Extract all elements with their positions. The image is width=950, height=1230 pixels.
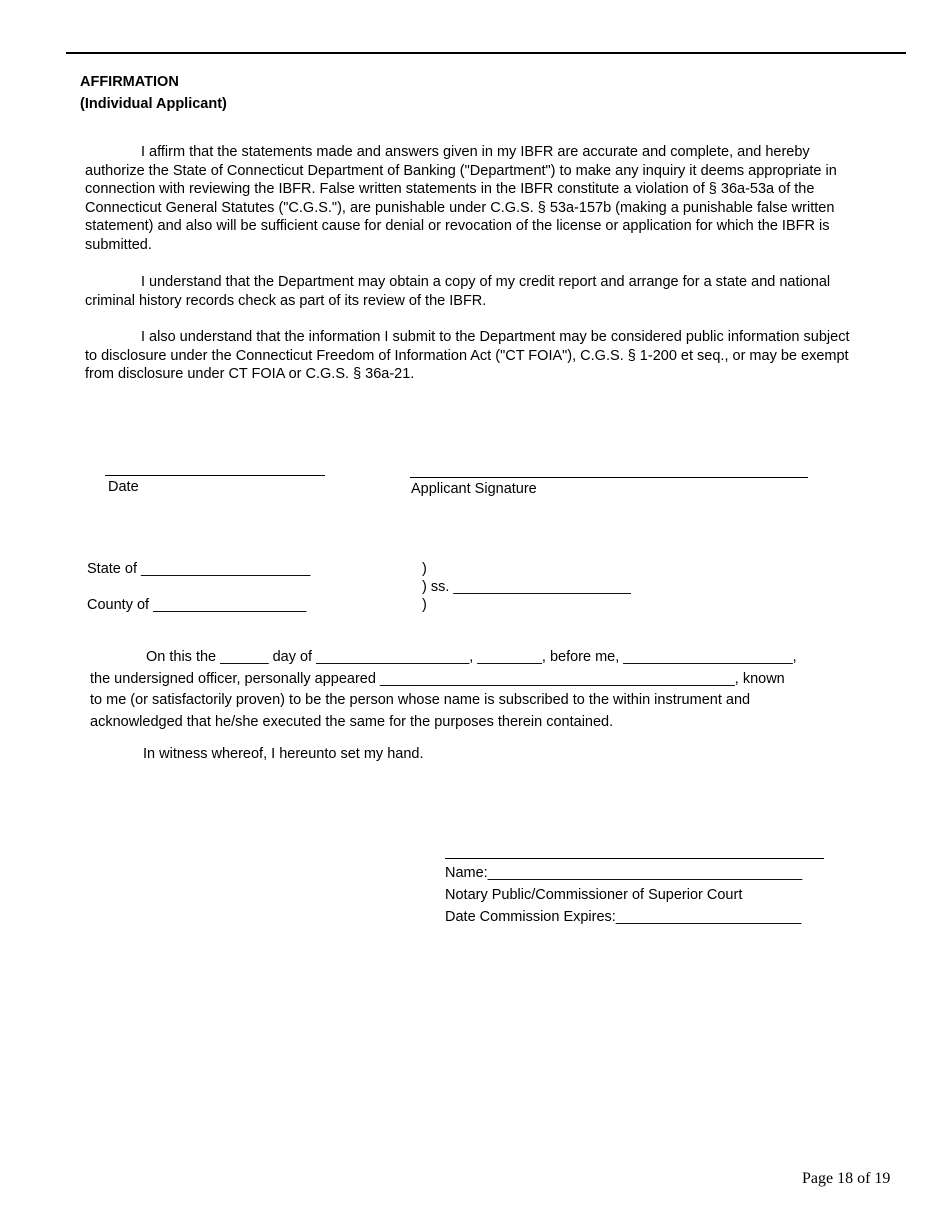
notary-title: Notary Public/Commissioner of Superior Court: [445, 887, 743, 903]
foia-paragraph: I also understand that the information I submit to the Department may be considered public information subject to disclosure under the Connecticut Freedom of Information Act ("CT FOIA"), C.G.S. § 1-200 et seq., or may be exempt from disclosure under CT FOIA or C.G.S. § 36a-21.: [85, 329, 850, 383]
commission-expires-field[interactable]: Date Commission Expires:_______________________: [445, 909, 802, 925]
applicant-signature-line[interactable]: [410, 477, 808, 478]
affirmation-paragraph: I affirm that the statements made and answers given in my IBFR are accurate and complete, and hereby authorize the State of Connecticut Department of Banking ("Department") to make any inquiry it deems appropriate in connection with reviewing the IBFR. False written statements in the IBFR constitute a violation of § 36a-53a of the Connecticut General Statutes ("C.G.S."), are punishable under C.G.S. § 53a-157b (making a punishable false written statement) and also will be sufficient cause for denial or revocation of the license or application for which the IBFR is submitted.: [85, 144, 837, 253]
venue-paren-bottom: ): [422, 597, 427, 613]
page-number: Page 18 of 19: [802, 1170, 891, 1187]
witness-statement: In witness whereof, I hereunto set my hand.: [143, 746, 424, 762]
notary-name-field[interactable]: Name:_______________________________________: [445, 865, 803, 881]
date-label: Date: [108, 479, 139, 495]
state-field[interactable]: State of _____________________: [87, 561, 311, 577]
county-field[interactable]: County of ___________________: [87, 597, 307, 613]
top-rule: [66, 52, 906, 54]
notary-line-1: On this the ______ day of ___________________, ________, before me, _____________________,: [146, 649, 797, 665]
ss-field[interactable]: ) ss. ______________________: [422, 579, 631, 595]
venue-paren-top: ): [422, 561, 427, 577]
date-signature-line[interactable]: [105, 475, 325, 476]
notary-line-2: the undersigned officer, personally appeared ____________________________________________, known: [90, 670, 785, 687]
notary-acknowledgment: [90, 647, 850, 733]
applicant-signature-label: Applicant Signature: [411, 481, 537, 497]
notary-line-4: acknowledged that he/she executed the same for the purposes therein contained.: [90, 713, 614, 730]
notary-line-3: to me (or satisfactorily proven) to be the person whose name is subscribed to the within instrument and: [90, 692, 751, 709]
page-title: AFFIRMATION: [80, 74, 179, 90]
page-subtitle: (Individual Applicant): [80, 96, 227, 112]
notary-signature-line[interactable]: [445, 858, 824, 859]
credit-report-paragraph: I understand that the Department may obtain a copy of my credit report and arrange for a state and national criminal history records check as part of its review of the IBFR.: [85, 274, 831, 309]
